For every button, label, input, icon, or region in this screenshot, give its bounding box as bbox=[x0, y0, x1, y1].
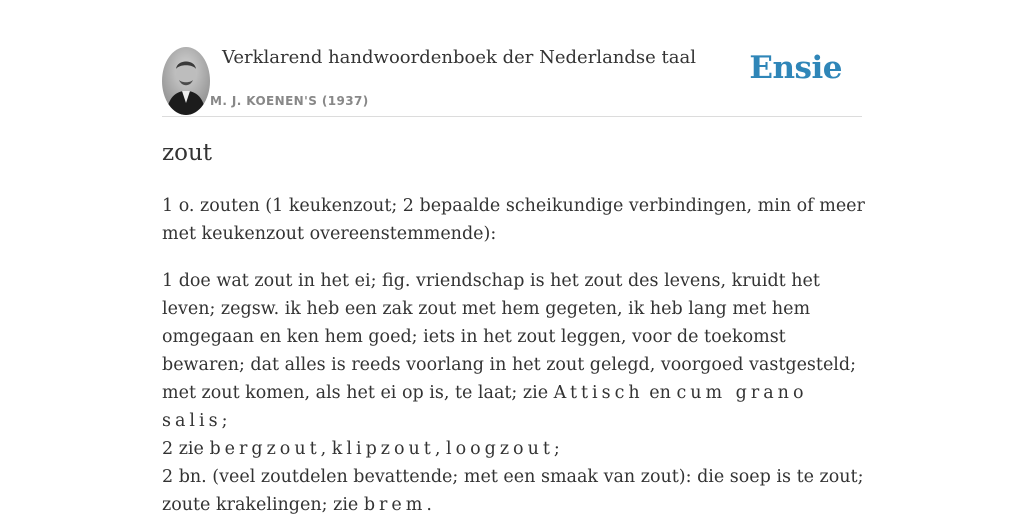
crossref-klipzout[interactable]: klipzout bbox=[331, 439, 435, 459]
portrait-photo-icon bbox=[162, 47, 210, 115]
ensie-logo-link[interactable]: Ensie bbox=[749, 50, 842, 86]
crossref-loogzout[interactable]: loogzout bbox=[445, 439, 554, 459]
crossref-attisch[interactable]: Attisch bbox=[553, 383, 644, 403]
crossref-brem[interactable]: brem bbox=[363, 495, 427, 515]
crossref-cum-grano-salis[interactable]: cum grano salis bbox=[162, 383, 808, 431]
definition-2: 2 zie bergzout, klipzout, loogzout; bbox=[162, 439, 560, 459]
dictionary-title: Verklarend handwoordenboek der Nederlandse taal bbox=[222, 47, 696, 68]
crossref-bergzout[interactable]: bergzout bbox=[209, 439, 321, 459]
entry-definitions bbox=[162, 267, 868, 519]
dictionary-subtitle: M. J. KOENEN'S (1937) bbox=[210, 94, 369, 108]
dictionary-header bbox=[162, 44, 862, 117]
definition-1: 1 doe wat zout in het ei; fig. vriendschap is het zout des levens, kruidt het leven; zegsw. ik heb een zak zout met hem gegeten, ik heb lang met hem omgegaan en ken hem goed; iets in het zout leggen, voor de toekomst bewaren; dat alles is reeds voorlang in het zout gelegd, voorgoed vastgesteld; met zout komen, als het ei op is, te laat; zie Attisch en cum grano salis; bbox=[162, 271, 856, 431]
entry-intro: 1 o. zouten (1 keukenzout; 2 bepaalde scheikundige verbindingen, min of meer met keukenzout overeenstemmende): bbox=[162, 196, 865, 244]
entry-headword: zout bbox=[162, 140, 213, 166]
definition-adjective: 2 bn. (veel zoutdelen bevattende; met een smaak van zout): die soep is te zout; zoute krakelingen; zie brem. bbox=[162, 467, 864, 515]
entry-body bbox=[162, 192, 868, 519]
